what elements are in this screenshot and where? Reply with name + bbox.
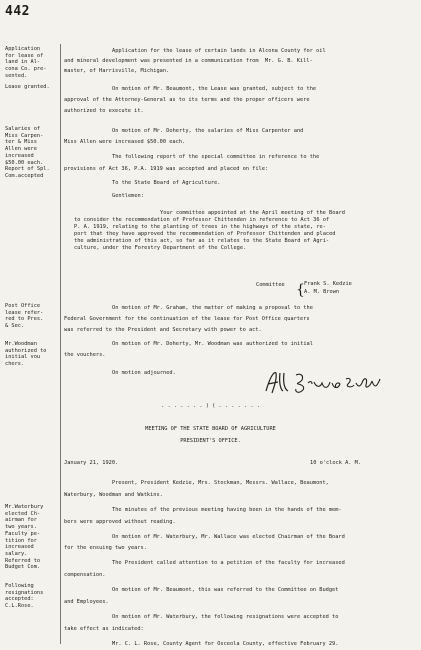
text-line: for the ensuing two years.: [64, 545, 147, 551]
text-line: The following report of the special committee in reference to the: [112, 154, 320, 160]
text-line: On motion of Mr. Graham, the matter of making a proposal to the: [112, 305, 313, 311]
text-line: compensation.: [64, 572, 106, 578]
margin-note-waterbury: Mr.Waterbury elected Ch- airman for two years. Faculty pe- tition for increased salary. Referred to Budget Com.: [5, 504, 44, 571]
text-line: the administration of this act, so far as it relates to the State Board of Agri-: [74, 238, 330, 244]
text-line: To the State Board of Agriculture.: [112, 180, 221, 186]
section-separator: . . . . . . . ) ( . . . . . . .: [161, 403, 260, 409]
meeting-time: 10 o'clock A. M.: [310, 460, 362, 466]
text-line: On motion adjourned.: [112, 370, 176, 376]
text-line: Waterbury, Woodman and Watkins.: [64, 492, 163, 498]
margin-note-post-office: Post Office lease refer- red to Pres. & Sec.: [5, 303, 44, 330]
margin-note-application: Application for lease of land in Al- cona Co. pre- sented.: [5, 46, 47, 79]
text-line: Present, President Kedzie, Mrs. Stockman, Messrs. Wallace, Beaumont,: [112, 480, 329, 486]
text-line: the vouchers.: [64, 352, 106, 358]
text-line: authorized to execute it.: [64, 108, 144, 114]
text-line: to consider the recommendation of Professor Chittenden in reference to Act 36 of: [74, 217, 330, 223]
text-line: On motion of Mr. Waterbury, Mr. Wallace was elected Chairman of the Board: [112, 534, 345, 540]
text-line: approval of the Attorney-General as to its terms and the proper officers were: [64, 97, 310, 103]
meeting-heading: MEETING OF THE STATE BOARD OF AGRICULTURE: [145, 426, 276, 432]
text-line: P. A. 1919, relating to the planting of trees in the highways of the state, re-: [74, 224, 326, 230]
text-line: master, of Harrisville, Michigan.: [64, 68, 170, 74]
text-line: Gentlemen:: [112, 193, 144, 199]
text-line: On motion of Mr. Doherty, Mr. Woodman was authorized to initial: [112, 341, 313, 347]
text-line: and mineral development was presented in a communication from Mr. G. B. Kill-: [64, 58, 313, 64]
text-line: and Employees.: [64, 599, 109, 605]
text-line: The minutes of the previous meeting having been in the hands of the mem-: [112, 507, 342, 513]
text-line: Application for the lease of certain lands in Alcona County for oil: [112, 48, 326, 54]
meeting-date: January 21, 1920.: [64, 460, 119, 466]
text-line: On motion of Mr. Beaumont, the Lease was granted, subject to the: [112, 86, 317, 92]
text-line: Federal Government for the continuation of the lease for Post Office quarters: [64, 316, 310, 322]
text-line: provisions of Act 36, P.A. 1919 was accepted and placed on file:: [64, 166, 269, 172]
margin-note-woodman: Mr.Woodman authorized to initial vou chers.: [5, 341, 47, 368]
text-line: On motion of Mr. Waterbury, the following resignations were accepted to: [112, 614, 339, 620]
committee-member: A. M. Brown: [304, 289, 340, 295]
committee-label: Committee: [256, 282, 285, 288]
page-number: 442: [5, 4, 30, 19]
margin-note-report: Report of Spl. Com.accepted: [5, 166, 50, 179]
text-line: Miss Allen were increased $50.00 each.: [64, 139, 186, 145]
meeting-location: PRESIDENT'S OFFICE.: [180, 438, 241, 444]
committee-member: Frank S. Kedzie: [304, 281, 352, 287]
margin-note-lease-granted: Lease granted.: [5, 84, 50, 90]
margin-note-salaries: Salaries of Miss Carpen- ter & Miss Allen were increased $50.00 each.: [5, 126, 44, 166]
text-line: bers were approved without reading.: [64, 519, 176, 525]
text-line: Your committee appointed at the April meeting of the Board: [160, 210, 345, 216]
margin-note-resignations: Following resignations accepted: C.L.Rose.: [5, 583, 44, 610]
handwritten-signature: [262, 367, 382, 397]
text-line: culture, under the Forestry Department of the College.: [74, 245, 247, 251]
text-line: was referred to the President and Secretary with power to act.: [64, 327, 262, 333]
text-line: take effect as indicated:: [64, 626, 144, 632]
text-line: port that they have approved the recommendation of Professor Chittenden and placed: [74, 231, 336, 237]
text-line: On motion of Mr. Doherty, the salaries of Miss Carpenter and: [112, 128, 304, 134]
text-line: The President called attention to a petition of the faculty for increased: [112, 560, 345, 566]
committee-brace: {: [296, 282, 305, 298]
text-line: On motion of Mr. Beaumont, this was referred to the Committee on Budget: [112, 587, 339, 593]
text-line: Mr. C. L. Rose, County Agent for Osceola County, effective February 29.: [112, 641, 339, 647]
